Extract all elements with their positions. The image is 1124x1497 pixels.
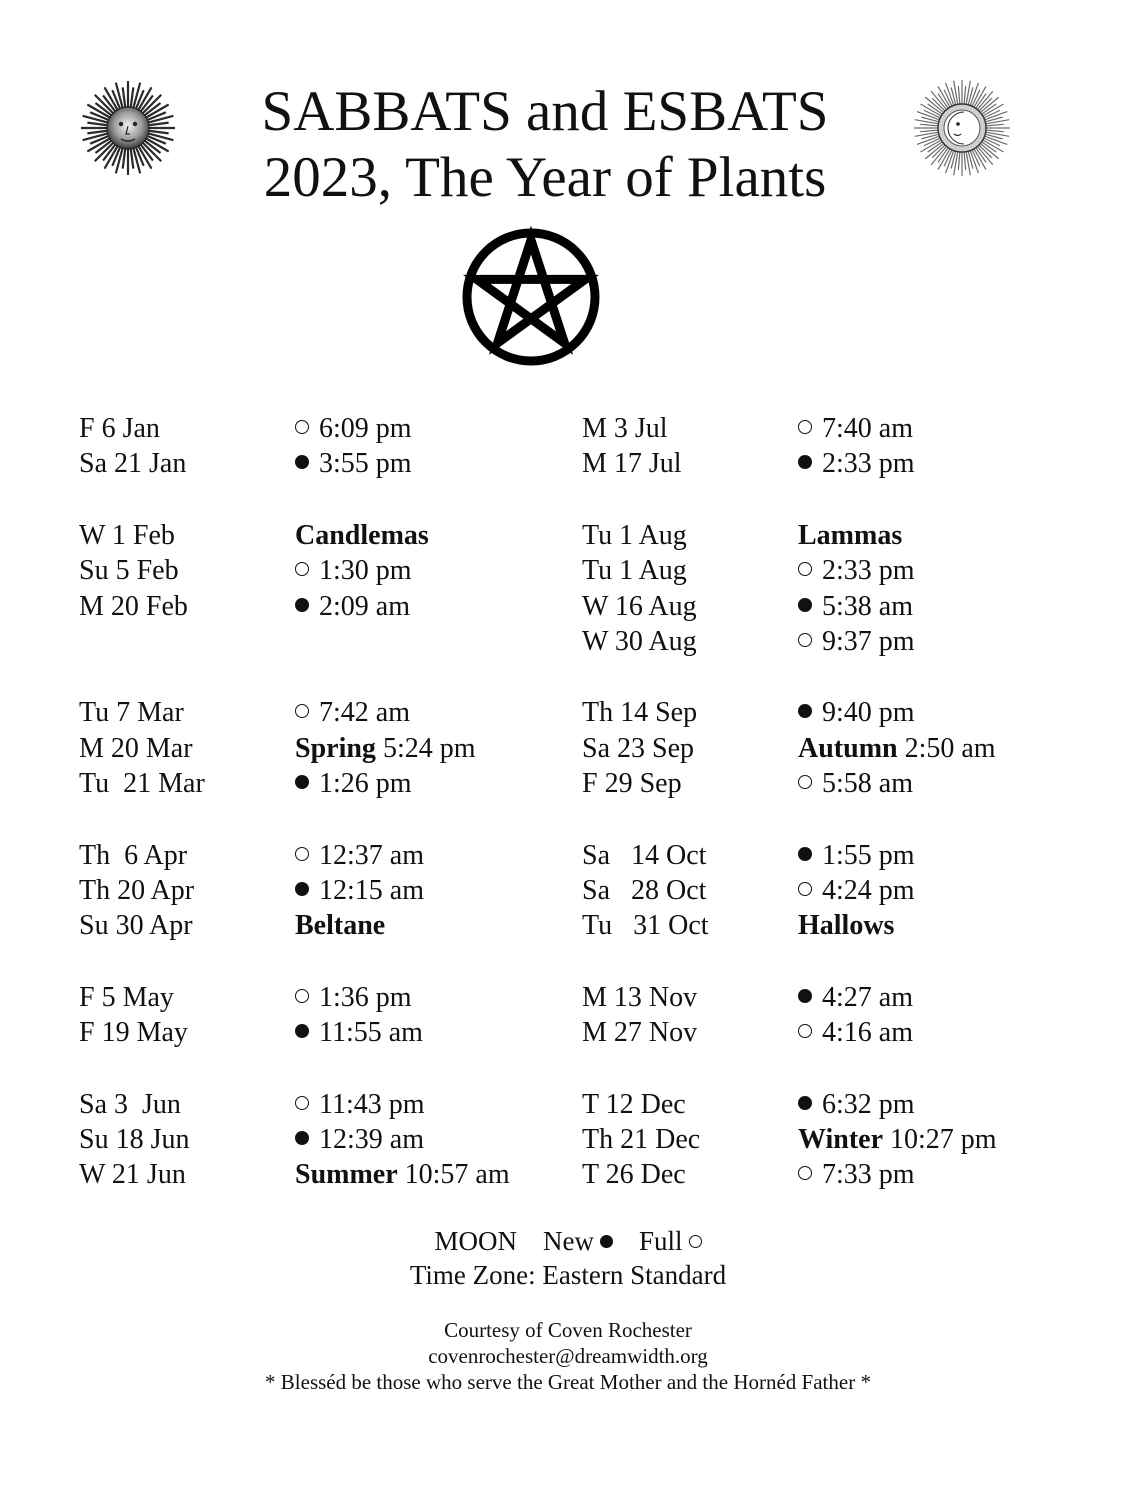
event-time: 1:36 pm <box>319 981 412 1013</box>
event-detail <box>798 519 902 553</box>
event-date: Th 20 Apr <box>79 875 195 906</box>
event-detail <box>798 447 915 481</box>
event-detail <box>295 874 424 908</box>
event-time: 5:58 am <box>822 768 913 800</box>
legend-moon-label: MOON <box>434 1226 517 1256</box>
event-time: 6:32 pm <box>822 1088 915 1120</box>
event-date: F 6 Jan <box>79 413 160 444</box>
event-time: 2:50 am <box>904 732 996 764</box>
event-date: Sa 3 Jun <box>79 1088 181 1120</box>
event-date: Tu 1 Aug <box>582 519 687 551</box>
full-moon-icon <box>295 1096 309 1110</box>
event-date: Tu 7 Mar <box>79 697 184 729</box>
event-time: 12:37 am <box>319 839 424 871</box>
moon-legend <box>0 1225 1124 1258</box>
event-detail <box>798 839 915 873</box>
event-detail <box>295 447 412 481</box>
sabbat-name: Autumn <box>798 732 898 764</box>
event-detail <box>798 1158 915 1192</box>
event-detail <box>798 732 996 766</box>
event-time: 2:33 pm <box>822 555 915 587</box>
event-date: Su 30 Apr <box>79 910 193 942</box>
sabbat-name: Beltane <box>295 910 386 942</box>
event-time: 2:33 pm <box>822 448 915 480</box>
event-detail <box>798 1088 915 1122</box>
new-moon-icon <box>798 989 812 1003</box>
event-date: T 12 Dec <box>582 1088 686 1120</box>
event-date: Th 6 Apr <box>79 839 188 871</box>
event-date: F 5 May <box>79 981 174 1013</box>
event-time: 6:09 pm <box>319 413 412 444</box>
event-date: Th 14 Sep <box>582 697 698 729</box>
event-date: Tu 31 Oct <box>582 910 709 942</box>
event-date: M 13 Nov <box>582 981 698 1013</box>
event-time: 11:55 am <box>319 1017 423 1049</box>
sabbat-name: Hallows <box>798 910 895 942</box>
new-moon-icon <box>600 1235 613 1248</box>
full-moon-icon <box>798 882 812 896</box>
event-detail <box>798 874 915 908</box>
legend-new-label: New <box>543 1226 594 1256</box>
blessing-line: * Blesséd be those who serve the Great Mother and the Hornéd Father * <box>265 1370 871 1394</box>
event-time: 12:39 am <box>319 1124 424 1155</box>
event-time: 5:24 pm <box>382 732 476 764</box>
full-moon-icon <box>295 847 309 861</box>
new-moon-icon <box>798 1096 812 1110</box>
event-time: 1:26 pm <box>319 768 412 800</box>
event-detail <box>295 1088 425 1122</box>
new-moon-icon <box>295 882 309 896</box>
event-detail <box>295 554 412 588</box>
event-detail <box>295 732 476 766</box>
full-moon-icon <box>689 1235 702 1248</box>
event-detail <box>295 981 412 1015</box>
event-time: 5:38 am <box>822 590 913 622</box>
event-detail <box>798 1123 997 1157</box>
event-time: 1:30 pm <box>319 555 412 587</box>
event-date: W 30 Aug <box>582 626 697 657</box>
event-date: W 21 Jun <box>79 1159 186 1191</box>
event-detail <box>295 1158 510 1192</box>
title-line-2: 2023, The Year of Plants <box>263 146 827 209</box>
new-moon-icon <box>798 455 812 469</box>
full-moon-icon <box>798 562 812 576</box>
event-time: 7:40 am <box>822 413 913 444</box>
full-moon-icon <box>295 989 309 1003</box>
event-detail <box>798 554 915 588</box>
event-time: 3:55 pm <box>319 448 412 480</box>
event-time: 7:42 am <box>319 697 410 729</box>
event-detail <box>295 1123 424 1157</box>
new-moon-icon <box>295 1024 309 1038</box>
event-date: M 3 Jul <box>582 413 668 444</box>
courtesy-line: Courtesy of Coven Rochester <box>444 1318 692 1342</box>
event-time: 4:16 am <box>822 1017 913 1049</box>
new-moon-icon <box>798 704 812 718</box>
event-time: 9:37 pm <box>822 626 915 657</box>
new-moon-icon <box>295 1131 309 1145</box>
sabbat-name: Candlemas <box>295 519 429 551</box>
event-time: 4:27 am <box>822 981 913 1013</box>
new-moon-icon <box>295 455 309 469</box>
legend-full-label: Full <box>638 1226 683 1256</box>
event-date: Sa 28 Oct <box>582 875 707 906</box>
event-time: 10:57 am <box>404 1159 510 1191</box>
event-date: W 1 Feb <box>79 519 175 551</box>
event-detail <box>295 412 412 446</box>
event-time: 2:09 am <box>319 590 410 622</box>
sabbat-name: Winter <box>798 1124 884 1155</box>
event-date: Su 18 Jun <box>79 1124 190 1155</box>
full-moon-icon <box>798 1024 812 1038</box>
event-detail <box>295 839 424 873</box>
event-detail <box>798 412 913 446</box>
event-detail <box>798 981 913 1015</box>
title-line-1: SABBATS and ESBATS <box>261 80 829 143</box>
event-detail <box>295 696 410 730</box>
full-moon-icon <box>798 420 812 434</box>
full-moon-icon <box>295 562 309 576</box>
event-date: T 26 Dec <box>582 1159 686 1191</box>
full-moon-icon <box>295 704 309 718</box>
event-time: 1:55 pm <box>822 839 915 871</box>
new-moon-icon <box>798 598 812 612</box>
new-moon-icon <box>798 847 812 861</box>
event-date: W 16 Aug <box>582 590 697 622</box>
event-detail <box>798 625 915 659</box>
event-date: M 27 Nov <box>582 1017 698 1049</box>
event-detail <box>798 1016 913 1050</box>
event-detail <box>295 909 385 943</box>
event-date: M 20 Mar <box>79 732 193 764</box>
time-zone-note: Time Zone: Eastern Standard <box>409 1260 727 1290</box>
event-date: Sa 23 Sep <box>582 732 694 764</box>
event-date: F 19 May <box>79 1017 188 1049</box>
event-date: Sa 21 Jan <box>79 448 187 480</box>
new-moon-icon <box>295 598 309 612</box>
sabbat-name: Summer <box>295 1159 398 1191</box>
sabbat-name: Lammas <box>798 519 903 551</box>
event-detail <box>295 590 410 624</box>
event-date: M 17 Jul <box>582 448 682 480</box>
event-detail <box>798 696 915 730</box>
event-detail <box>798 909 894 943</box>
full-moon-icon <box>295 420 309 434</box>
full-moon-icon <box>798 1166 812 1180</box>
event-time: 10:27 pm <box>890 1124 997 1155</box>
event-detail <box>295 1016 423 1050</box>
full-moon-icon <box>798 775 812 789</box>
event-date: Th 21 Dec <box>582 1124 701 1155</box>
event-detail <box>798 590 913 624</box>
contact-email: covenrochester@dreamwidth.org <box>428 1344 708 1368</box>
sabbat-name: Spring <box>295 732 376 764</box>
sun-emblem-icon <box>78 78 178 178</box>
event-time: 4:24 pm <box>822 875 915 906</box>
new-moon-icon <box>295 775 309 789</box>
event-date: F 29 Sep <box>582 768 682 800</box>
event-time: 7:33 pm <box>822 1159 915 1191</box>
event-date: Tu 21 Mar <box>79 768 205 800</box>
event-detail <box>295 767 412 801</box>
moon-emblem-icon <box>912 78 1012 178</box>
full-moon-icon <box>798 633 812 647</box>
event-time: 9:40 pm <box>822 697 915 729</box>
event-date: Tu 1 Aug <box>582 555 687 587</box>
event-time: 11:43 pm <box>319 1088 425 1120</box>
pentacle-icon <box>458 224 604 370</box>
event-detail <box>295 519 429 553</box>
event-date: M 20 Feb <box>79 590 188 622</box>
event-date: Su 5 Feb <box>79 555 179 587</box>
event-time: 12:15 am <box>319 875 424 906</box>
event-detail <box>798 767 913 801</box>
event-date: Sa 14 Oct <box>582 839 707 871</box>
